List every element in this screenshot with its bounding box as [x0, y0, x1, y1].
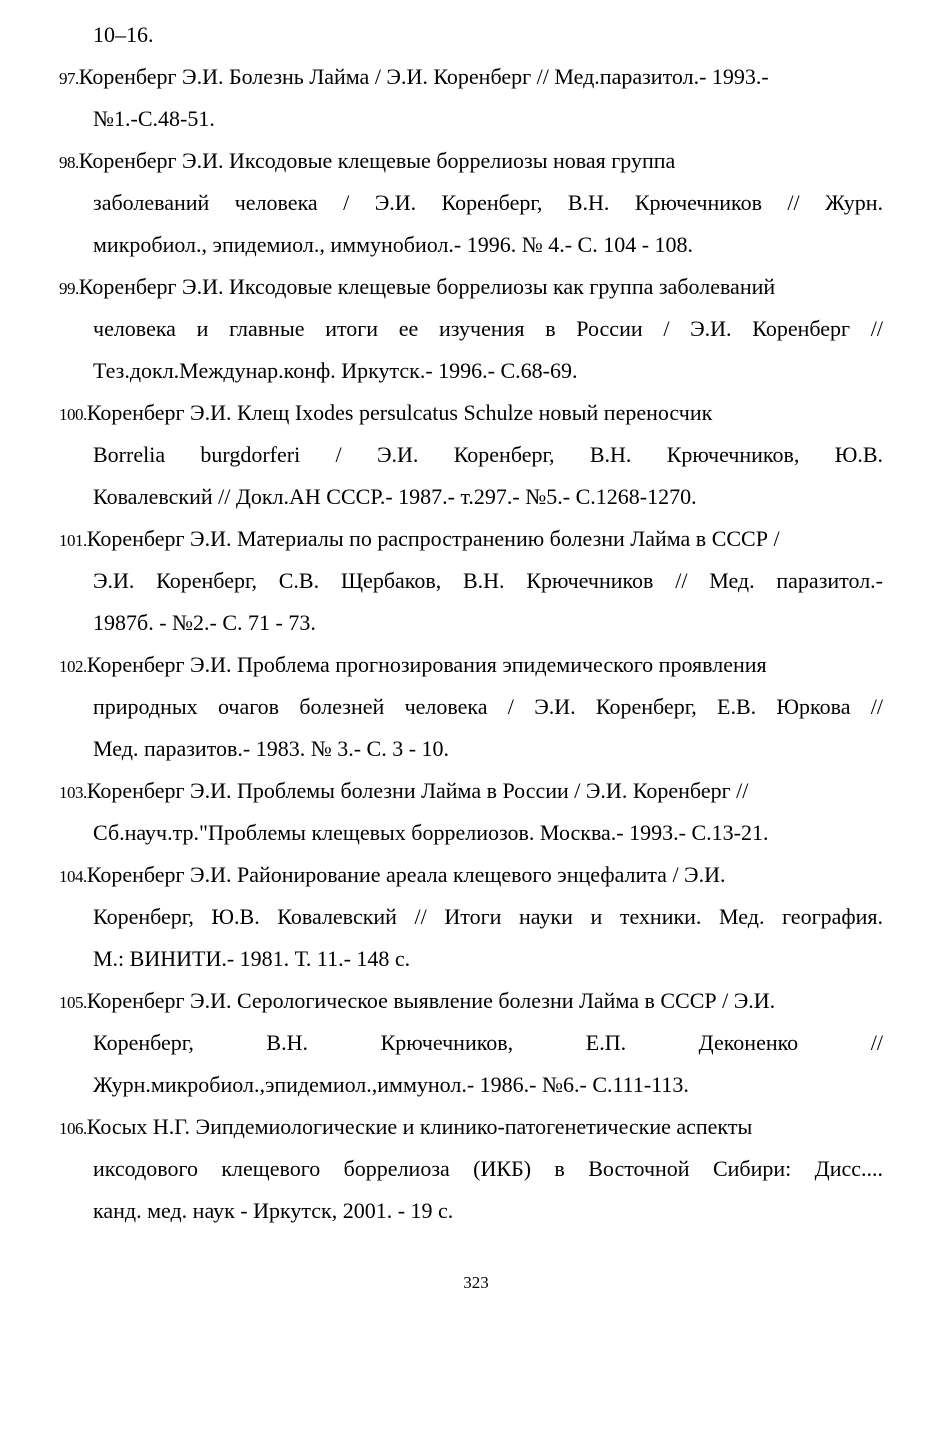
reference-first-line	[59, 64, 883, 92]
reference-line: М.: ВИНИТИ.- 1981. Т. 11.- 148 с.	[93, 946, 411, 971]
reference-number: 98.	[59, 153, 79, 172]
reference-number: 104.	[59, 867, 87, 886]
reference-text: Коренберг Э.И. Серологическое выявление болезни Лайма в СССР / Э.И.	[86, 988, 776, 1013]
reference-line: Коренберг, В.Н. Крючечников, Е.П. Деконенко //	[93, 1030, 883, 1055]
reference-text: Косых Н.Г. Эипдемиологические и клинико-патогенетические аспекты	[86, 1114, 753, 1139]
reference-number: 101.	[59, 531, 87, 550]
reference-number: 105.	[59, 993, 87, 1012]
reference-line: Коренберг, Ю.В. Ковалевский // Итоги науки и техники. Мед. география.	[93, 904, 883, 929]
reference-first-line	[59, 526, 883, 554]
reference-first-line	[59, 148, 883, 176]
reference-first-line	[59, 778, 883, 806]
reference-text: Коренберг Э.И. Проблема прогнозирования эпидемического проявления	[86, 652, 767, 677]
reference-number: 102.	[59, 657, 87, 676]
reference-number: 97.	[59, 69, 79, 88]
reference-line: Э.И. Коренберг, С.В. Щербаков, В.Н. Крючечников // Мед. паразитол.-	[93, 568, 883, 593]
reference-line: иксодового клещевого боррелиоза (ИКБ) в Восточной Сибири: Дисс....	[93, 1156, 883, 1181]
reference-text: Коренберг Э.И. Клещ Ixodes persulcatus Schulze новый переносчик	[86, 400, 713, 425]
reference-first-line	[59, 400, 883, 428]
reference-line: №1.-С.48-51.	[93, 106, 215, 131]
reference-line: природных очагов болезней человека / Э.И. Коренберг, Е.В. Юркова //	[93, 694, 883, 719]
reference-first-line	[59, 274, 883, 302]
reference-line: Ковалевский // Докл.АН СССР.- 1987.- т.297.- №5.- С.1268-1270.	[93, 484, 697, 509]
reference-first-line	[59, 862, 883, 890]
reference-line: Тез.докл.Междунар.конф. Иркутск.- 1996.- С.68-69.	[93, 358, 578, 383]
reference-line: человека и главные итоги ее изучения в России / Э.И. Коренберг //	[93, 316, 883, 341]
reference-line: микробиол., эпидемиол., иммунобиол.- 1996. № 4.- С. 104 - 108.	[93, 232, 694, 257]
reference-line: Журн.микробиол.,эпидемиол.,иммунол.- 1986.- №6.- С.111-113.	[93, 1072, 689, 1097]
reference-continuation: 10–16.	[93, 22, 154, 47]
reference-text: Коренберг Э.И. Иксодовые клещевые боррелиозы новая группа	[78, 148, 676, 173]
reference-number: 106.	[59, 1119, 87, 1138]
reference-number: 100.	[59, 405, 87, 424]
reference-text: Коренберг Э.И. Иксодовые клещевые боррелиозы как группа заболеваний	[78, 274, 776, 299]
reference-line: Сб.науч.тр."Проблемы клещевых боррелиозов. Москва.- 1993.- С.13-21.	[93, 820, 769, 845]
reference-first-line	[59, 988, 883, 1016]
reference-text: Коренберг Э.И. Материалы по распространению болезни Лайма в СССР /	[86, 526, 780, 551]
reference-line: 1987б. - №2.- С. 71 - 73.	[93, 610, 316, 635]
reference-first-line	[59, 1114, 883, 1142]
reference-line: Мед. паразитов.- 1983. № 3.- С. 3 - 10.	[93, 736, 450, 761]
reference-text: Коренберг Э.И. Проблемы болезни Лайма в России / Э.И. Коренберг //	[86, 778, 749, 803]
reference-line: канд. мед. наук - Иркутск, 2001. - 19 с.	[93, 1198, 454, 1223]
page-number: 323	[463, 1273, 489, 1292]
reference-number: 99.	[59, 279, 79, 298]
reference-first-line	[59, 652, 883, 680]
reference-number: 103.	[59, 783, 87, 802]
reference-line: заболеваний человека / Э.И. Коренберг, В.Н. Крючечников // Журн.	[93, 190, 883, 215]
reference-text: Коренберг Э.И. Районирование ареала клещевого энцефалита / Э.И.	[86, 862, 726, 887]
reference-line: Borrelia burgdorferi / Э.И. Коренберг, В.Н. Крючечников, Ю.В.	[93, 442, 883, 467]
reference-text: Коренберг Э.И. Болезнь Лайма / Э.И. Коренберг // Мед.паразитол.- 1993.-	[78, 64, 769, 89]
